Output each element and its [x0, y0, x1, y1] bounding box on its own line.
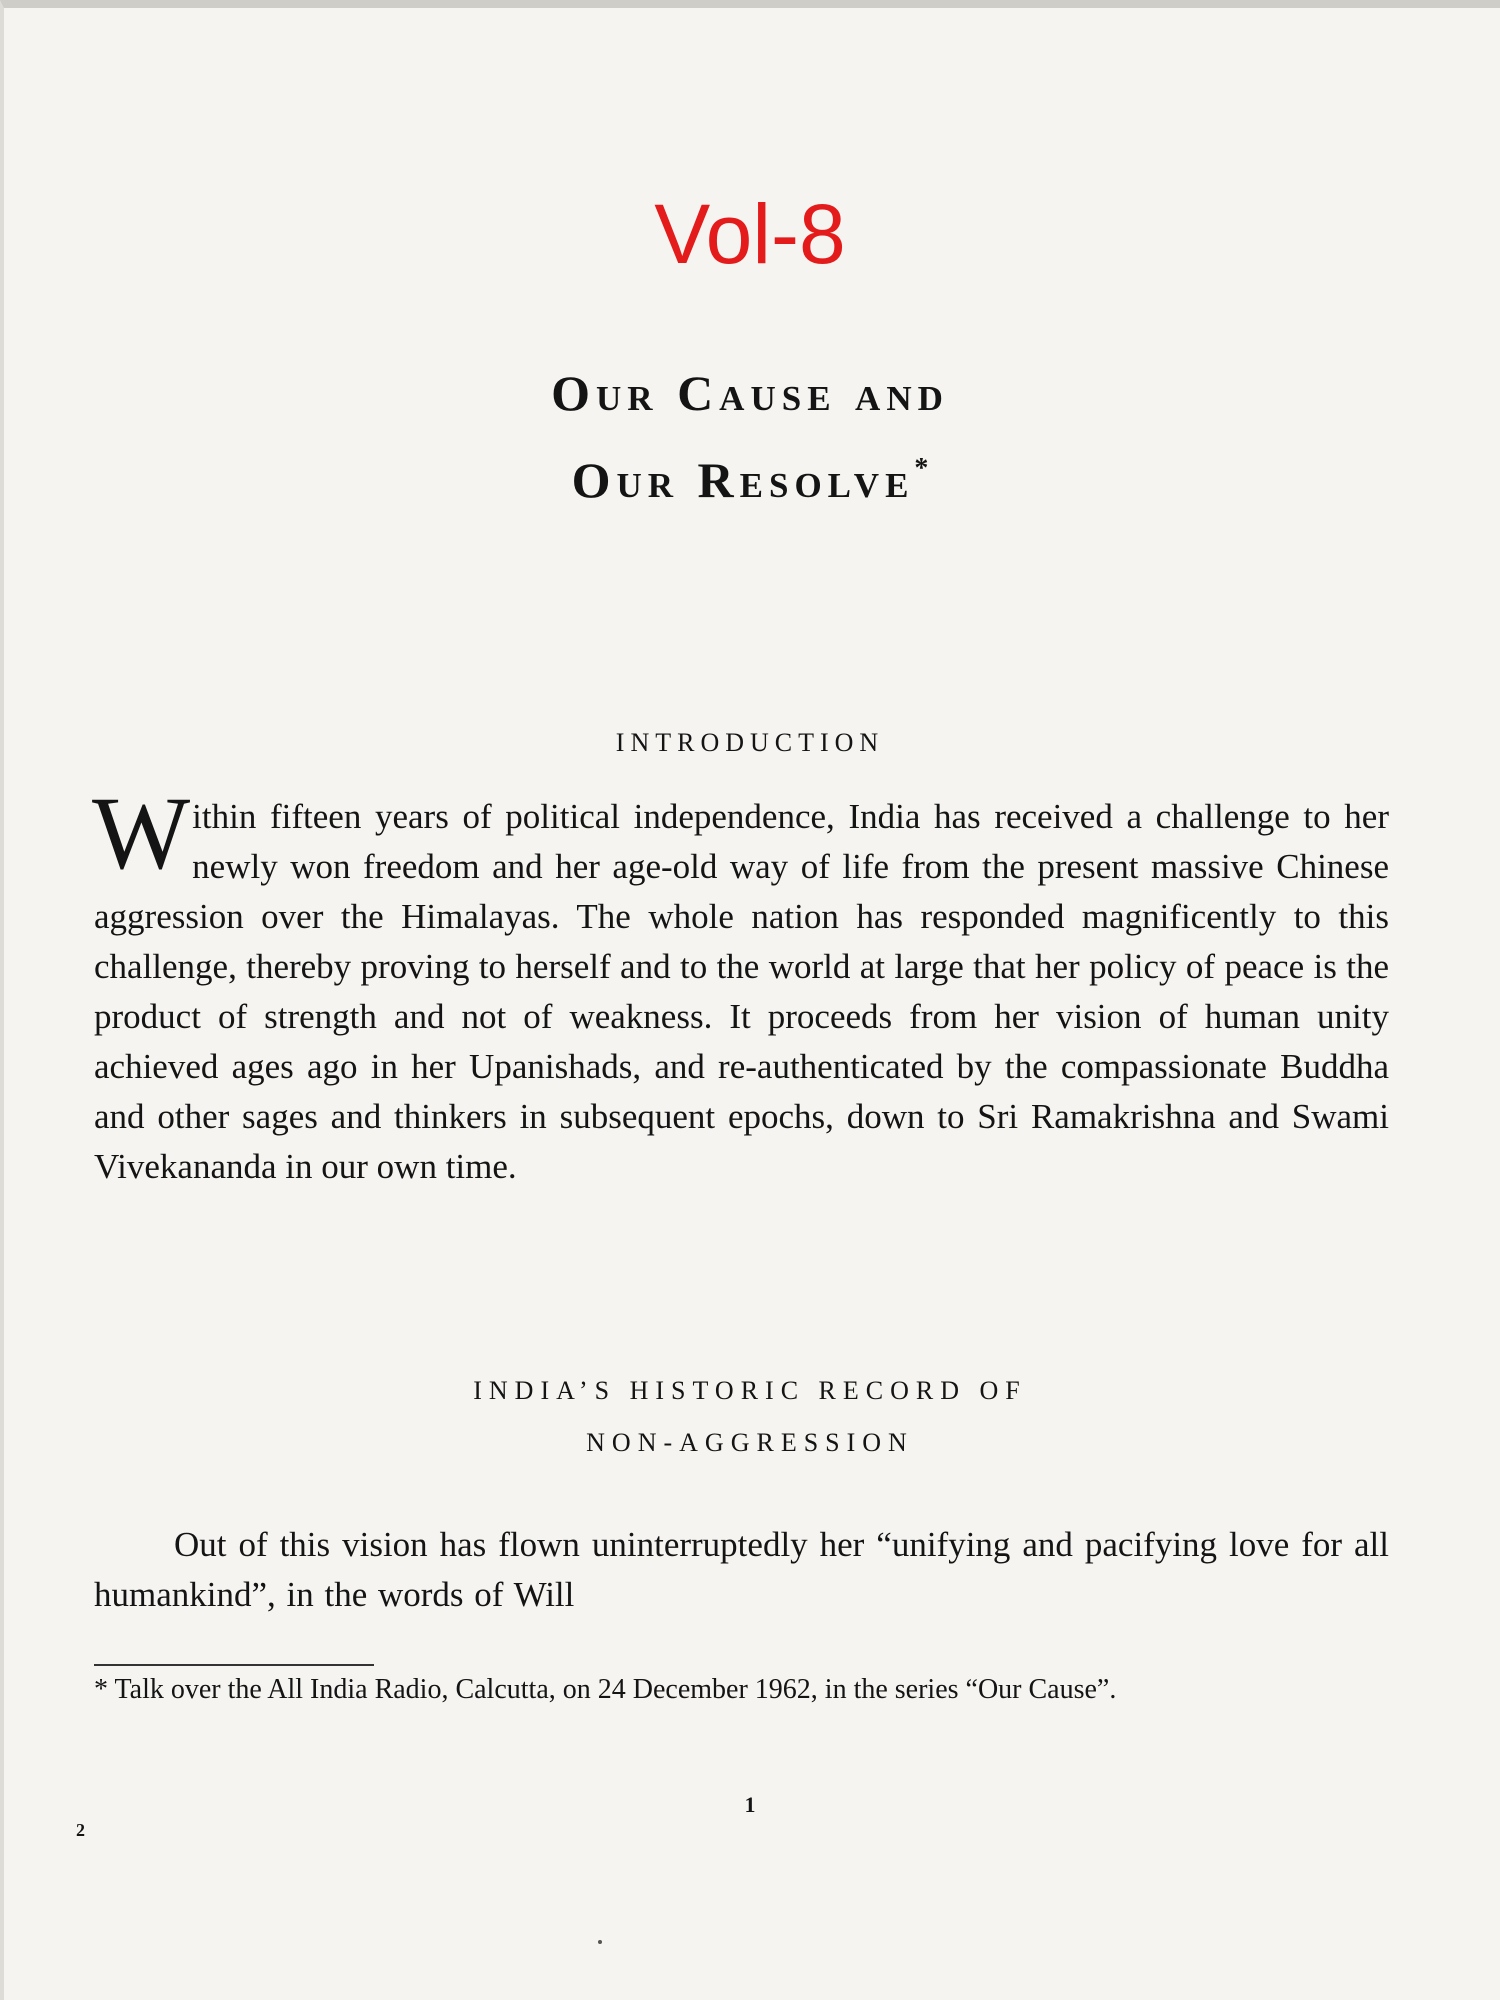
introduction-heading: INTRODUCTION	[615, 728, 885, 757]
historic-record-heading-line-1: INDIA’S HISTORIC RECORD OF	[473, 1376, 1027, 1405]
title-footnote-mark: *	[914, 453, 929, 484]
paper-speck	[598, 1940, 602, 1944]
title-line-1	[0, 365, 1500, 421]
title-line-2-text: Our Resolve	[571, 452, 915, 508]
introduction-paragraph	[92, 776, 1389, 1192]
footnote-rule	[94, 1664, 374, 1666]
introduction-text: ithin fifteen years of political independence, India has received a challenge to her newly won freedom and her age-old way of life from the present massive Chinese aggression over the Himalayas. The whole nation has responded magnificently to this challenge, thereby proving to herself and to the world at large that her policy of peace is the product of strength and not of weakness. It proceeds from her vision of human unity achieved ages ago in her Upanishads, and re-authenticated by the compassionate Buddha and other sages and thinkers in subsequent epochs, down to Sri Ramakrishna and Swami Vivekananda in our own time.	[94, 797, 1389, 1186]
historic-record-paragraph: Out of this vision has flown uninterruptedly her “unifying and pacifying love for all humankind”, in the words of Will	[94, 1525, 1389, 1614]
volume-label: Vol-8	[654, 187, 846, 281]
bleed-page-number: 2	[76, 1820, 85, 1840]
page-number: 1	[744, 1792, 756, 1817]
historic-record-heading-line-2: NON-AGGRESSION	[586, 1428, 914, 1457]
title-line-1-text: Our Cause and	[551, 365, 949, 421]
title-line-2	[0, 452, 1500, 508]
drop-cap: W	[92, 776, 191, 891]
footnote: * Talk over the All India Radio, Calcutta, on 24 December 1962, in the series “Our Cause”.	[94, 1674, 1117, 1705]
